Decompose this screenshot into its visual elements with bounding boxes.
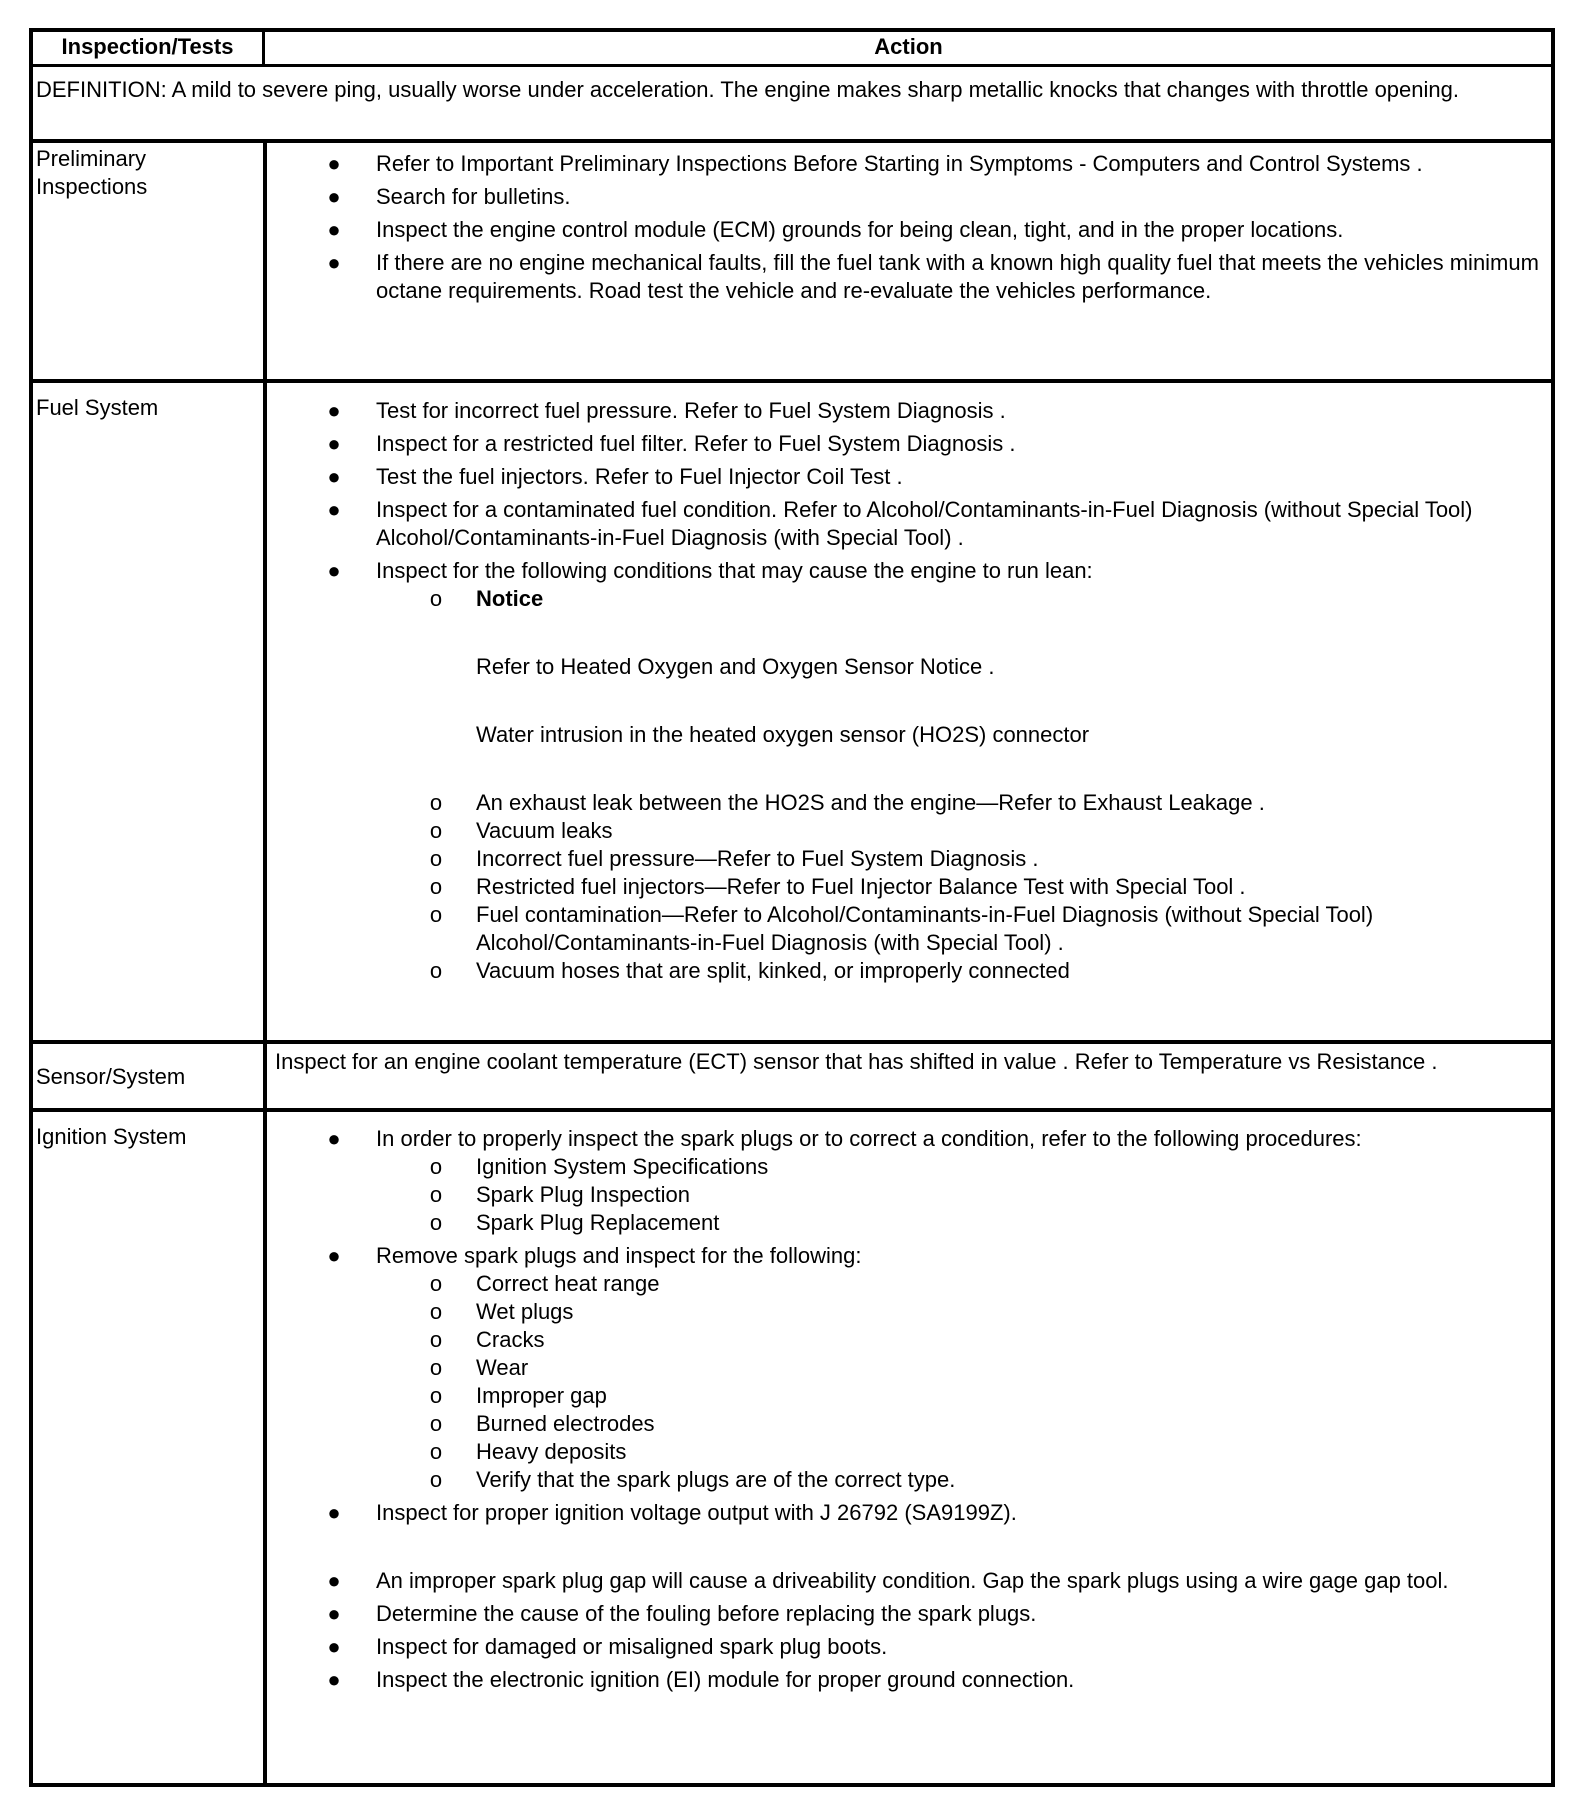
list-item: o Fuel contamination—Refer to Alcohol/Contaminants-in-Fuel Diagnosis (without Special Tool) Alcohol/Contaminants-in-Fuel Diagnosis (with Special Tool) . — [476, 901, 1546, 957]
bullet-icon: ● — [327, 558, 341, 583]
bullet-icon: ● — [327, 151, 341, 176]
diagnostic-table — [29, 28, 1555, 1819]
list-item: ● Remove spark plugs and inspect for the following: o Correct heat range o Wet plugs o Cracks o Wear o Improper gap o Burned electrodes o Heavy deposits o Verify that the spark plugs are of the correct type. — [376, 1242, 1546, 1494]
notice-title: Notice — [476, 586, 544, 611]
list-item: o Heavy deposits — [476, 1438, 1546, 1466]
fuel-list — [327, 397, 1546, 985]
list-item: o Correct heat range — [476, 1270, 1546, 1298]
circle-bullet-icon: o — [429, 874, 443, 899]
bullet-icon: ● — [327, 1126, 341, 1151]
notice-text: Refer to Heated Oxygen and Oxygen Sensor Notice . — [476, 654, 995, 679]
column-divider-body — [263, 141, 267, 1787]
definition-text: DEFINITION: A mild to severe ping, usually worse under acceleration. The engine makes sharp metallic knocks that changes with throttle opening. — [36, 77, 1459, 102]
header-inspection-tests: Inspection/Tests — [61, 34, 234, 59]
list-item: ● Inspect the engine control module (ECM) grounds for being clean, tight, and in the proper locations. — [376, 216, 1546, 244]
list-item: o Burned electrodes — [476, 1410, 1546, 1438]
list-item: o Improper gap — [476, 1382, 1546, 1410]
notice-item — [429, 585, 1546, 749]
list-item: o Cracks — [476, 1326, 1546, 1354]
list-item: o Vacuum hoses that are split, kinked, or improperly connected — [476, 957, 1546, 985]
sensor-text: Inspect for an engine coolant temperature (ECT) sensor that has shifted in value . Refer to Temperature vs Resistance . — [275, 1049, 1438, 1074]
circle-bullet-icon: o — [429, 818, 443, 843]
circle-bullet-icon: o — [429, 846, 443, 871]
list-item: ● Test the fuel injectors. Refer to Fuel Injector Coil Test . — [376, 463, 1546, 491]
list-item: ● In order to properly inspect the spark plugs or to correct a condition, refer to the following procedures: o Ignition System Specifications o Spark Plug Inspection o Spark Plug Replacement — [376, 1125, 1546, 1237]
bullet-icon: ● — [327, 497, 341, 522]
row-label-preliminary: Preliminary Inspections — [36, 146, 148, 199]
bullet-icon: ● — [327, 398, 341, 423]
list-item: o An exhaust leak between the HO2S and the engine—Refer to Exhaust Leakage . — [476, 789, 1546, 817]
circle-bullet-icon: o — [429, 1355, 443, 1380]
row-label-fuel: Fuel System — [36, 395, 159, 420]
header-action: Action — [874, 34, 943, 59]
list-item: o Spark Plug Replacement — [476, 1209, 1546, 1237]
bullet-icon: ● — [327, 1568, 341, 1593]
table-border-left — [29, 28, 33, 1787]
list-item: o Restricted fuel injectors—Refer to Fuel Injector Balance Test with Special Tool . — [476, 873, 1546, 901]
column-divider-header — [262, 28, 265, 66]
row-divider-2 — [29, 1040, 1555, 1044]
bullet-icon: ● — [327, 1243, 341, 1268]
list-item: ● Inspect the electronic ignition (EI) module for proper ground connection. — [376, 1666, 1546, 1694]
circle-bullet-icon: o — [429, 1383, 443, 1408]
bullet-icon: ● — [327, 217, 341, 242]
list-item: o Incorrect fuel pressure—Refer to Fuel System Diagnosis . — [476, 845, 1546, 873]
bullet-icon: ● — [327, 1667, 341, 1692]
bullet-icon: ● — [327, 1601, 341, 1626]
list-item: ● Determine the cause of the fouling before replacing the spark plugs. — [376, 1600, 1546, 1628]
list-item: ● Inspect for damaged or misaligned spark plug boots. — [376, 1633, 1546, 1661]
list-item: o Wet plugs — [476, 1298, 1546, 1326]
list-item: o Verify that the spark plugs are of the correct type. — [476, 1466, 1546, 1494]
preliminary-list — [327, 150, 1546, 305]
list-item: o Vacuum leaks — [476, 817, 1546, 845]
circle-bullet-icon: o — [429, 958, 443, 983]
row-label-sensor: Sensor/System — [36, 1064, 186, 1089]
definition-divider — [29, 139, 1555, 143]
circle-bullet-icon: o — [429, 1299, 443, 1324]
row-label-ignition: Ignition System — [36, 1124, 187, 1149]
row-divider-1 — [29, 379, 1555, 383]
ignition-list — [327, 1125, 1546, 1694]
list-item: ● Inspect for the following conditions that may cause the engine to run lean: o Notice Refer to Heated Oxygen and Oxygen Sensor Notice . Water intrusion in the heated oxygen sensor (HO2S) connector o An exhaust leak between the HO2S and the engine—Refer to Exhaust Leakage . o Vacuum leaks o Incorrect fuel pressure—Refer to Fuel System Diagnosis . o Restricted fuel injectors—Refer to Fuel Injector Balance Test with Special Tool . o Fuel contamination—Refer to Alcohol/Contaminants-in-Fuel Diagnosis (without Special Tool) Alcohol/Contaminants-in-Fuel Diagnosis (with Special Tool) . o Vacuum hoses that are split, kinked, or improperly connected — [376, 557, 1546, 985]
circle-bullet-icon: o — [429, 1271, 443, 1296]
circle-bullet-icon: o — [429, 902, 443, 927]
list-item: ● Inspect for a restricted fuel filter. Refer to Fuel System Diagnosis . — [376, 430, 1546, 458]
list-item: ● Search for bulletins. — [376, 183, 1546, 211]
list-item: o Ignition System Specifications — [476, 1153, 1546, 1181]
circle-bullet-icon: o — [429, 1210, 443, 1235]
circle-bullet-icon: o — [429, 1182, 443, 1207]
list-item: ● If there are no engine mechanical faults, fill the fuel tank with a known high quality fuel that meets the vehicles minimum octane requirements. Road test the vehicle and re-evaluate the vehicles performance. — [376, 249, 1546, 305]
bullet-icon: ● — [327, 184, 341, 209]
bullet-icon: ● — [327, 250, 341, 275]
circle-bullet-icon: o — [429, 1327, 443, 1352]
list-item: ● Refer to Important Preliminary Inspections Before Starting in Symptoms - Computers and Control Systems . — [376, 150, 1546, 178]
notice-sub: Water intrusion in the heated oxygen sensor (HO2S) connector — [476, 722, 1090, 747]
bullet-icon: ● — [327, 464, 341, 489]
bullet-icon: ● — [327, 1500, 341, 1525]
header-divider — [29, 64, 1555, 67]
ignition-sublist-2 — [429, 1270, 1546, 1494]
table-border-bottom — [29, 1783, 1555, 1787]
circle-bullet-icon: o — [429, 586, 443, 611]
list-item: ● Test for incorrect fuel pressure. Refer to Fuel System Diagnosis . — [376, 397, 1546, 425]
bullet-icon: ● — [327, 431, 341, 456]
circle-bullet-icon: o — [429, 1439, 443, 1464]
circle-bullet-icon: o — [429, 1411, 443, 1436]
list-item: ● Inspect for proper ignition voltage output with J 26792 (SA9199Z). — [376, 1499, 1546, 1527]
table-border-right — [1551, 28, 1555, 1787]
bullet-icon: ● — [327, 1634, 341, 1659]
fuel-sublist — [429, 585, 1546, 985]
list-item: o Wear — [476, 1354, 1546, 1382]
list-item: ● An improper spark plug gap will cause a driveability condition. Gap the spark plugs using a wire gage gap tool. — [376, 1567, 1546, 1595]
circle-bullet-icon: o — [429, 1154, 443, 1179]
row-divider-3 — [29, 1108, 1555, 1112]
list-item: o Spark Plug Inspection — [476, 1181, 1546, 1209]
list-item: ● Inspect for a contaminated fuel condition. Refer to Alcohol/Contaminants-in-Fuel Diagnosis (without Special Tool) Alcohol/Contaminants-in-Fuel Diagnosis (with Special Tool) . — [376, 496, 1546, 552]
circle-bullet-icon: o — [429, 790, 443, 815]
ignition-sublist-1 — [429, 1153, 1546, 1237]
table-border-top — [29, 28, 1555, 32]
circle-bullet-icon: o — [429, 1467, 443, 1492]
